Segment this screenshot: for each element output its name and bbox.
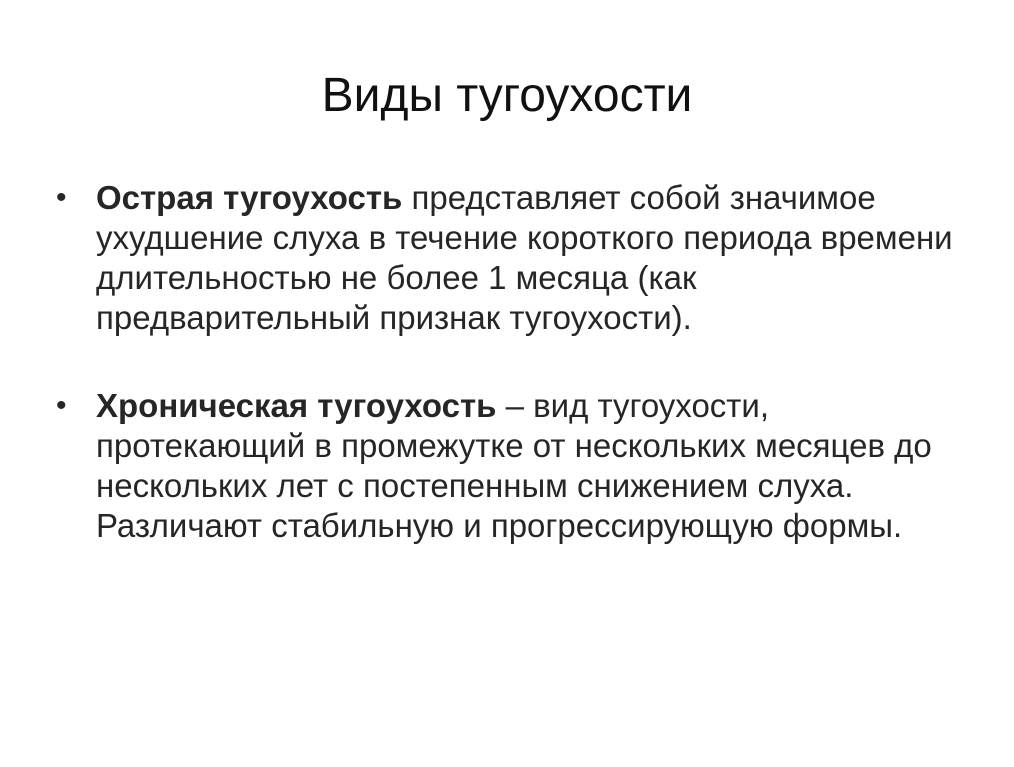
term-chronic: Хроническая тугоухость — [96, 387, 497, 424]
bullet-icon: • — [56, 389, 67, 422]
bullet-icon: • — [56, 181, 67, 214]
term-acute: Острая тугоухость — [96, 179, 403, 216]
definition-chronic: – вид тугоухости, протекающий в промежутке от нескольких месяцев до нескольких лет с постепенным снижением слуха. Различают стабильную и прогрессирующую формы. — [96, 387, 932, 544]
bullet-item-chronic — [56, 386, 966, 546]
bullet-list — [56, 178, 966, 546]
bullet-item-acute — [56, 178, 966, 338]
slide-title: Виды тугоухости — [321, 69, 693, 122]
definition-acute: представляет собой значимое ухудшение слуха в течение короткого периода времени длительностью не более 1 месяца (как предварительный признак тугоухости). — [96, 179, 953, 336]
